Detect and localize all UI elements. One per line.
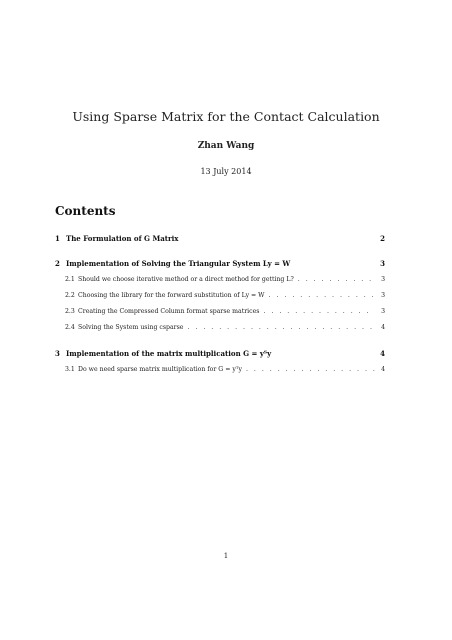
toc-entry-title: Solving the System using csparse bbox=[78, 324, 184, 331]
toc-entry-1[interactable] bbox=[55, 234, 385, 246]
toc-entry-number: 2.1 bbox=[65, 276, 75, 283]
toc-entry-page: 4 bbox=[381, 366, 385, 373]
toc-leader-dots bbox=[269, 292, 375, 299]
toc-entry-page: 4 bbox=[381, 324, 385, 331]
toc-entry-title: Should we choose iterative method or a direct method for getting L? bbox=[78, 276, 294, 283]
toc-entry-number: 3.1 bbox=[65, 366, 75, 373]
toc-leader-dots bbox=[246, 366, 375, 373]
toc-entry-title: Do we need sparse matrix multiplication for G = yᵀy bbox=[78, 366, 242, 373]
toc-entry-title: Creating the Compressed Column format sparse matrices bbox=[78, 308, 260, 315]
toc-entry-title: Implementation of Solving the Triangular System Ly = W bbox=[66, 259, 291, 268]
toc-entry-page: 3 bbox=[381, 308, 385, 315]
toc-leader-dots bbox=[298, 276, 375, 283]
toc-entry-title: Choosing the library for the forward substitution of Ly = W bbox=[78, 292, 265, 299]
toc-entry-number: 3 bbox=[55, 349, 60, 358]
toc-leader-dots bbox=[187, 324, 375, 331]
toc-entry-2-3[interactable] bbox=[55, 308, 385, 320]
toc-entry-number: 2 bbox=[55, 259, 60, 268]
toc-entry-3-1[interactable] bbox=[55, 366, 385, 378]
document-author: Zhan Wang bbox=[197, 141, 255, 151]
page-number: 1 bbox=[223, 552, 229, 560]
toc-entry-page: 3 bbox=[381, 276, 385, 283]
toc-entry-3[interactable] bbox=[55, 349, 385, 361]
toc-entry-number: 2.2 bbox=[65, 292, 75, 299]
toc-entry-page: 4 bbox=[380, 349, 385, 358]
toc-entry-number: 2.3 bbox=[65, 308, 75, 315]
toc-entry-page: 3 bbox=[380, 259, 385, 268]
toc-entry-title: Implementation of the matrix multiplication G = yᵀy bbox=[66, 349, 272, 358]
toc-entry-2[interactable] bbox=[55, 259, 385, 271]
toc-heading: Contents bbox=[55, 204, 116, 218]
toc-leader-dots bbox=[263, 308, 375, 315]
toc-entry-number: 2.4 bbox=[65, 324, 75, 331]
document-date: 13 July 2014 bbox=[200, 167, 252, 176]
toc-entry-title: The Formulation of G Matrix bbox=[66, 234, 179, 243]
toc-entry-2-1[interactable] bbox=[55, 276, 385, 288]
toc-entry-2-4[interactable] bbox=[55, 324, 385, 336]
toc-entry-page: 2 bbox=[380, 234, 385, 243]
toc-entry-number: 1 bbox=[55, 234, 60, 243]
document-title: Using Sparse Matrix for the Contact Calculation bbox=[72, 109, 380, 124]
toc-entry-page: 3 bbox=[381, 292, 385, 299]
toc-entry-2-2[interactable] bbox=[55, 292, 385, 304]
